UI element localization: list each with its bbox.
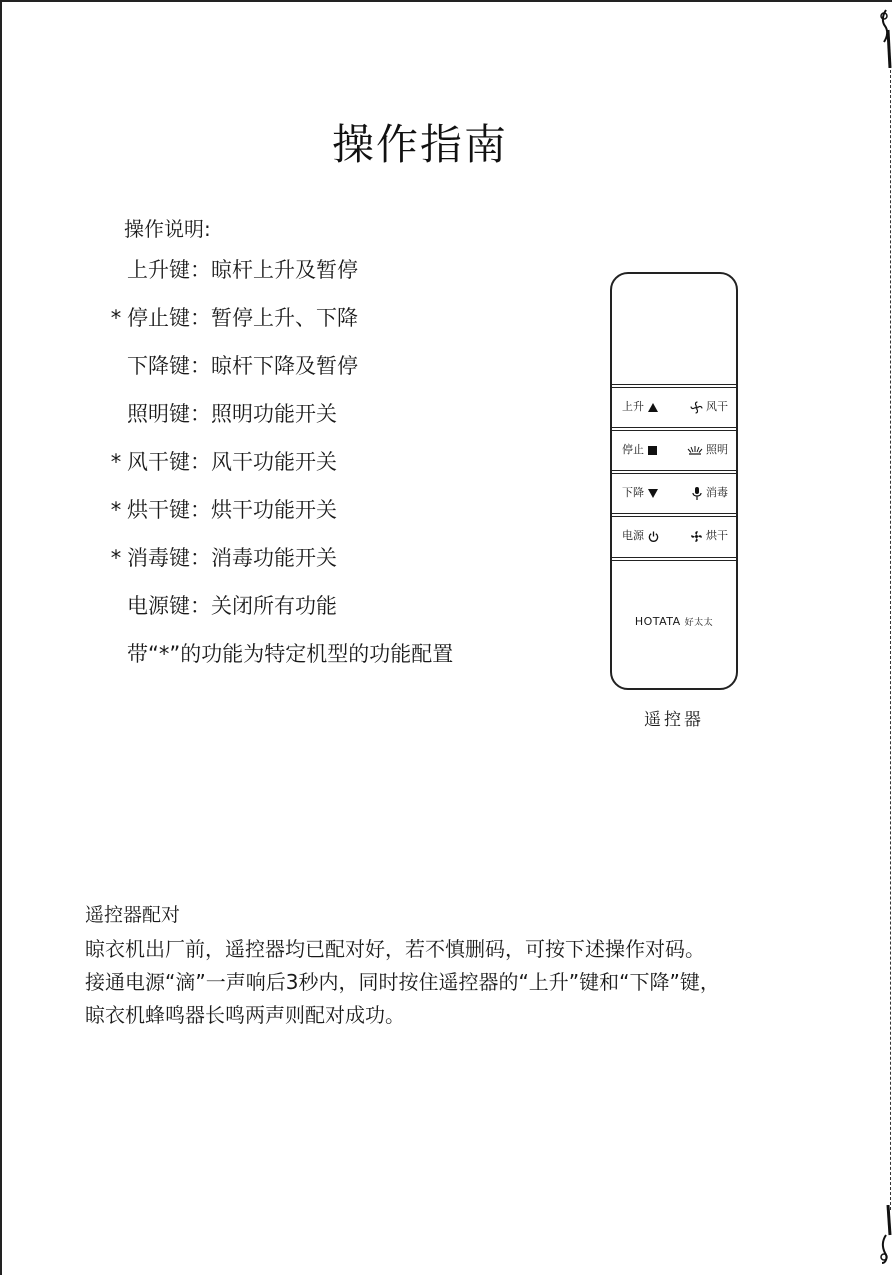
operation-list: [108, 252, 453, 684]
remote-separator: [612, 470, 736, 474]
remote-row-stop: [612, 432, 736, 468]
remote-label-up: 上升: [622, 400, 644, 413]
remote-separator: [612, 513, 736, 517]
operation-separator: ：: [190, 354, 211, 378]
operation-separator: ：: [190, 402, 211, 426]
asterisk-marker: *: [110, 498, 122, 522]
remote-label-stop: 停止: [622, 443, 644, 456]
cut-line: [890, 60, 891, 1210]
brand-cn: 好太太: [684, 618, 714, 628]
note-item: [108, 636, 453, 684]
operation-item: [108, 444, 453, 492]
remote-label-light: 照明: [706, 443, 728, 456]
fan-icon: [690, 401, 703, 414]
operation-desc: 关闭所有功能: [211, 594, 337, 618]
operation-key: 烘干键: [127, 498, 190, 522]
light-icon: [687, 445, 703, 456]
remote-caption: 遥控器: [644, 710, 704, 730]
operation-item: [108, 540, 453, 588]
remote-label-down: 下降: [622, 486, 644, 499]
disinfect-icon: [691, 487, 703, 500]
scissors-icon: [872, 1205, 892, 1265]
brand-en: HOTATA: [634, 615, 681, 628]
operation-separator: ：: [190, 498, 211, 522]
operation-key: 下降键: [127, 354, 190, 378]
operation-desc: 晾杆下降及暂停: [211, 354, 358, 378]
page-frame-top: [0, 0, 892, 2]
remote-row-up: [612, 389, 736, 425]
operation-key: 消毒键: [127, 546, 190, 570]
remote-illustration: [610, 272, 738, 690]
operation-key: 照明键: [127, 402, 190, 426]
down-triangle-icon: [648, 489, 658, 498]
operation-item: [108, 348, 453, 396]
pairing-line: 接通电源“滴”一声响后3秒内，同时按住遥控器的“上升”键和“下降”键，: [85, 970, 720, 994]
asterisk-marker: *: [110, 306, 122, 330]
asterisk-marker: *: [110, 546, 122, 570]
brand-logo: [612, 615, 736, 628]
operation-desc: 照明功能开关: [211, 402, 337, 426]
remote-separator: [612, 384, 736, 388]
operation-item: [108, 588, 453, 636]
pairing-line: 晾衣机出厂前，遥控器均已配对好，若不慎删码，可按下述操作对码。: [85, 937, 705, 961]
operation-key: 风干键: [127, 450, 190, 474]
remote-row-power: [612, 518, 736, 554]
operation-desc: 风干功能开关: [211, 450, 337, 474]
operation-separator: ：: [190, 450, 211, 474]
remote-row-down: [612, 475, 736, 511]
operation-separator: ：: [190, 594, 211, 618]
page-frame-left: [0, 0, 2, 1275]
operation-separator: ：: [190, 306, 211, 330]
operation-desc: 暂停上升、下降: [211, 306, 358, 330]
operation-item: [108, 300, 453, 348]
operation-desc: 烘干功能开关: [211, 498, 337, 522]
power-icon: [648, 531, 659, 542]
asterisk-marker: *: [110, 450, 122, 474]
stop-square-icon: [648, 446, 657, 455]
pairing-line: 晾衣机蜂鸣器长鸣两声则配对成功。: [85, 1003, 405, 1027]
remote-separator: [612, 557, 736, 561]
dry-fan-icon: [690, 530, 703, 543]
pairing-title: 遥控器配对: [85, 904, 181, 926]
operation-key: 停止键: [127, 306, 190, 330]
operation-item: [108, 396, 453, 444]
scissors-icon: [872, 8, 892, 68]
operation-desc: 消毒功能开关: [211, 546, 337, 570]
operation-key: 电源键: [127, 594, 190, 618]
operation-item: [108, 252, 453, 300]
description-title: 操作说明:: [124, 217, 211, 241]
operation-separator: ：: [190, 258, 211, 282]
up-triangle-icon: [648, 403, 658, 412]
remote-label-power: 电源: [622, 529, 644, 542]
remote-label-wind-dry: 风干: [706, 400, 728, 413]
operation-item: [108, 492, 453, 540]
feature-note: 带“*”的功能为特定机型的功能配置: [127, 642, 454, 666]
operation-desc: 晾杆上升及暂停: [211, 258, 358, 282]
remote-label-dry: 烘干: [706, 529, 728, 542]
remote-label-disinfect: 消毒: [706, 486, 728, 499]
page-title: 操作指南: [331, 120, 508, 169]
remote-separator: [612, 427, 736, 431]
operation-separator: ：: [190, 546, 211, 570]
operation-key: 上升键: [127, 258, 190, 282]
